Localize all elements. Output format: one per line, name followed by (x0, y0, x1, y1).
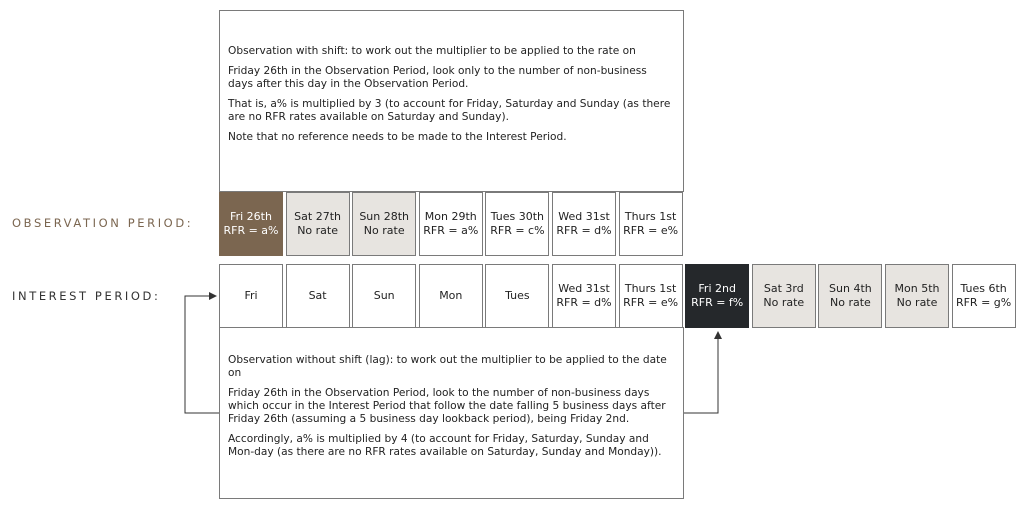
rate-label: No rate (297, 224, 338, 237)
note-paragraph: Observation with shift: to work out the multiplier to be applied to the rate on (228, 45, 636, 57)
rate-label: RFR = e% (623, 296, 679, 309)
day-label: Tues 6th (960, 282, 1007, 295)
day-label: Fri 2nd (698, 282, 736, 295)
note-paragraph: Friday 26th in the Observation Period, look to the number of non-business days which occur in the Interest Period that follow the date falling 5 business days after Friday 26th (assuming a 5 business day lookback period), being Friday 2nd. (228, 387, 666, 425)
rate-label: No rate (763, 296, 805, 309)
rate-label: RFR = a% (423, 224, 479, 237)
day-label: Mon (439, 289, 463, 302)
day-label: Fri (244, 289, 258, 302)
rate-label: RFR = d% (556, 224, 612, 237)
rate-label: RFR = c% (490, 224, 545, 237)
day-label: Thurs 1st (624, 282, 677, 295)
rate-label: No rate (829, 296, 871, 309)
rate-label: RFR = f% (691, 296, 744, 309)
day-label: Wed 31st (558, 210, 610, 223)
arrow-to-interest-period (185, 296, 219, 413)
day-label: Tues 30th (490, 210, 545, 223)
day-label: Sat 3rd (763, 282, 804, 295)
day-label: Sat 27th (294, 210, 341, 223)
day-label: Sun (373, 289, 395, 302)
day-label: Sun 28th (359, 210, 410, 223)
note-paragraph: Observation without shift (lag): to work out the multiplier to be applied to the date on (228, 354, 667, 379)
arrow-to-fri-2nd (684, 332, 718, 413)
day-label: Thurs 1st (624, 210, 677, 223)
rate-label: RFR = e% (623, 224, 679, 237)
day-label: Fri 26th (230, 210, 272, 223)
observation-period-label: OBSERVATION PERIOD: (12, 216, 194, 230)
interest-period-label: INTEREST PERIOD: (12, 289, 161, 303)
note-paragraph: Accordingly, a% is multiplied by 4 (to account for Friday, Saturday, Sunday and Mon-day (as there are no RFR rates available on Saturday, Sunday and Monday)). (228, 433, 662, 458)
day-label: Sun 4th (829, 282, 872, 295)
day-label: Mon 29th (424, 210, 477, 223)
day-label: Sat (308, 289, 327, 302)
rate-label: RFR = a% (223, 224, 279, 237)
day-label: Tues (505, 289, 530, 302)
note-paragraph: Note that no reference needs to be made to the Interest Period. (228, 131, 567, 143)
day-label: Wed 31st (558, 282, 610, 295)
rate-label: RFR = g% (955, 296, 1012, 309)
note-paragraph: Friday 26th in the Observation Period, look only to the number of non-business days after this day in the Observation Period. (228, 65, 647, 90)
rate-label: RFR = d% (556, 296, 612, 309)
rate-label: No rate (896, 296, 938, 309)
rate-label: No rate (363, 224, 405, 237)
note-paragraph: That is, a% is multiplied by 3 (to account for Friday, Saturday and Sunday (as there are no RFR rates available on Saturday and Sunday). (228, 98, 671, 123)
day-label: Mon 5th (894, 282, 940, 295)
